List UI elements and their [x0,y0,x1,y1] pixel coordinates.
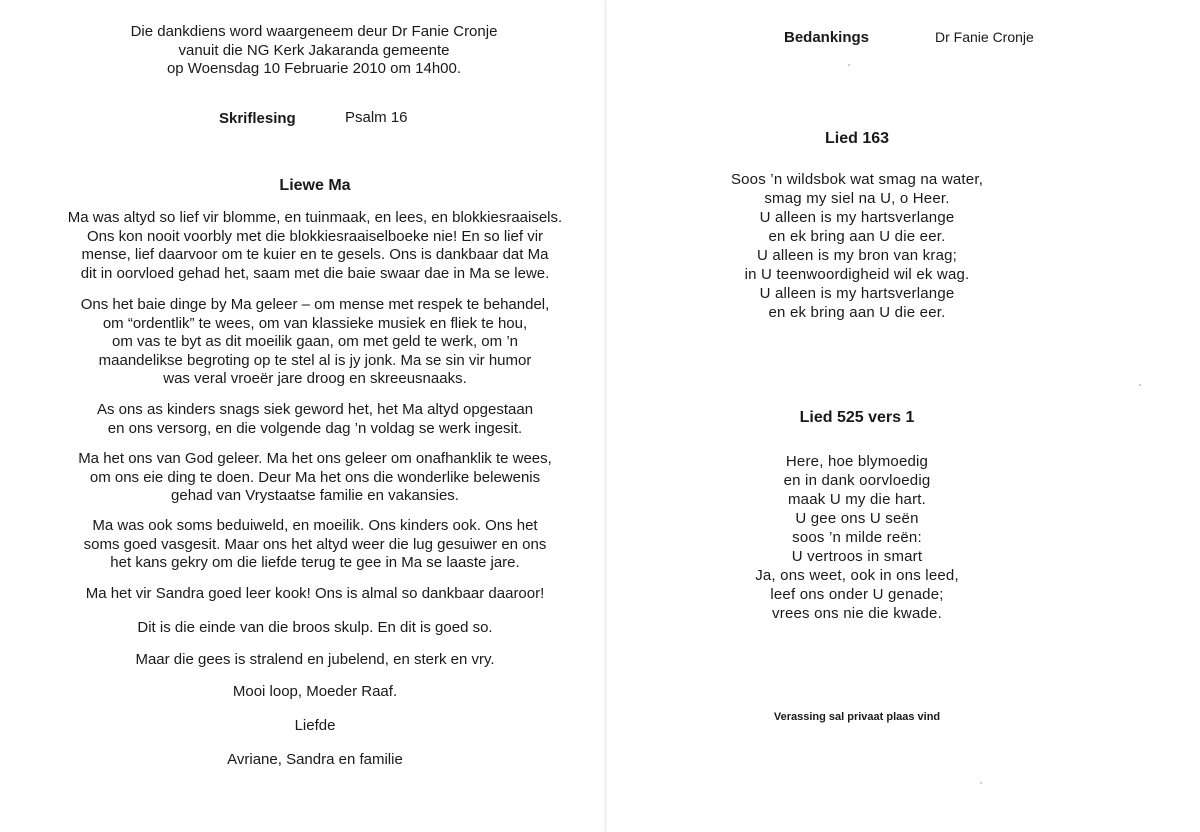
paragraph-line: Ons kon nooit voorbly met die blokkiesraaiselboeke nie! En so lief vir [86,227,544,245]
thanks-value: Dr Fanie Cronje [935,29,1034,45]
hymn-title: Lied 163 [824,130,890,147]
scan-speck [848,64,850,66]
paragraph-line: om “ordentlik” te wees, om van klassieke musiek en fliek te hou, [102,314,528,332]
hymn-line: leef ons onder U genade; [770,586,944,603]
hymn-line: U alleen is my hartsverlange [759,285,955,302]
tribute-line: Maar die gees is stralend en jubelend, en sterk en vry. [135,651,495,668]
paragraph-line: soms goed vasgesit. Maar ons het altyd weer die lug gesuiwer en ons [83,535,547,553]
paragraph-line: Ma was ook soms beduiweld, en moeilik. Ons kinders ook. Ons het [92,517,538,534]
hymn-verse [707,452,1007,623]
tribute-sign-off: Liefde [294,717,336,734]
hymn-verse [707,170,1007,322]
hymn-line: U vertroos in smart [791,548,923,565]
paragraph-line: was veral vroeër jare droog en skreeusnaaks. [163,370,467,387]
hymn-line: Soos ’n wildsbok wat smag na water, [730,171,984,188]
tribute-paragraph [0,296,630,389]
thanks-label: Bedankings [784,29,870,46]
intro-line: op Woensdag 10 Februarie 2010 om 14h00. [166,60,462,78]
hymn-line: maak U my die hart. [787,491,926,508]
tribute-paragraph [0,209,630,283]
hymn-line: soos ’n milde reën: [792,529,922,546]
paragraph-line: gehad van Vrystaatse familie en vakansies. [171,487,459,504]
cremation-note: Verassing sal privaat plaas vind [773,711,941,723]
tribute-line: Ma het vir Sandra goed leer kook! Ons is almal so dankbaar daaroor! [85,585,545,602]
paragraph-line: Ma was altyd so lief vir blomme, en tuinmaak, en lees, en blokkiesraaisels. [67,209,563,226]
tribute-paragraph [0,401,630,438]
hymn-line: en ek bring aan U die eer. [768,304,946,321]
hymn-line: U alleen is my bron van krag; [756,247,958,264]
paragraph-line: om ons eie ding te doen. Deur Ma het ons die wonderlike belewenis [89,468,541,486]
scripture-value: Psalm 16 [345,109,408,126]
hymn-line: U gee ons U seën [795,510,919,527]
service-intro [0,23,628,79]
hymn-line: en in dank oorvloedig [783,472,931,489]
paragraph-line: het kans gekry om die liefde terug te gee in Ma se laaste jare. [110,554,520,571]
intro-line: vanuit die NG Kerk Jakaranda gemeente [178,41,450,59]
scan-speck [1139,384,1141,386]
hymn-line: U alleen is my hartsverlange [759,209,955,226]
paragraph-line: en ons versorg, en die volgende dag ’n voldag se werk ingesit. [107,419,523,437]
paragraph-line: Ons het baie dinge by Ma geleer – om mense met respek te behandel, [80,296,550,313]
paragraph-line: maandelikse begroting op te stel al is jy jonk. Ma se sin vir humor [98,351,532,369]
intro-line: Die dankdiens word waargeneem deur Dr Fanie Cronje [130,23,498,40]
tribute-line: Mooi loop, Moeder Raaf. [232,683,398,700]
paragraph-line: om vas te byt as dit moeilik gaan, om met geld te werk, om ’n [111,333,518,350]
tribute-paragraph [0,450,630,506]
hymn-line: in U teenwoordigheid wil ek wag. [744,266,970,283]
scripture-label: Skriflesing [219,110,296,127]
tribute-paragraph [0,517,630,573]
hymn-line: en ek bring aan U die eer. [768,228,946,245]
paragraph-line: Ma het ons van God geleer. Ma het ons geleer om onafhanklik te wees, [78,450,552,467]
paragraph-line: mense, lief daarvoor om te kuier en te gesels. Ons is dankbaar dat Ma [81,246,549,263]
paragraph-line: dit in oorvloed gehad het, saam met die baie swaar dae in Ma se lewe. [80,264,550,282]
tribute-line: Dit is die einde van die broos skulp. En dit is goed so. [137,619,493,636]
hymn-line: Ja, ons weet, ook in ons leed, [755,567,959,584]
hymn-line: Here, hoe blymoedig [785,453,929,470]
hymn-line: vrees ons nie die kwade. [772,605,942,622]
tribute-signatories: Avriane, Sandra en familie [227,751,403,768]
hymn-title: Lied 525 vers 1 [799,409,915,426]
paragraph-line: As ons as kinders snags siek geword het, het Ma altyd opgestaan [96,401,534,418]
hymn-line: smag my siel na U, o Heer. [764,190,950,207]
scan-speck [980,782,982,784]
tribute-heading: Liewe Ma [279,177,351,194]
